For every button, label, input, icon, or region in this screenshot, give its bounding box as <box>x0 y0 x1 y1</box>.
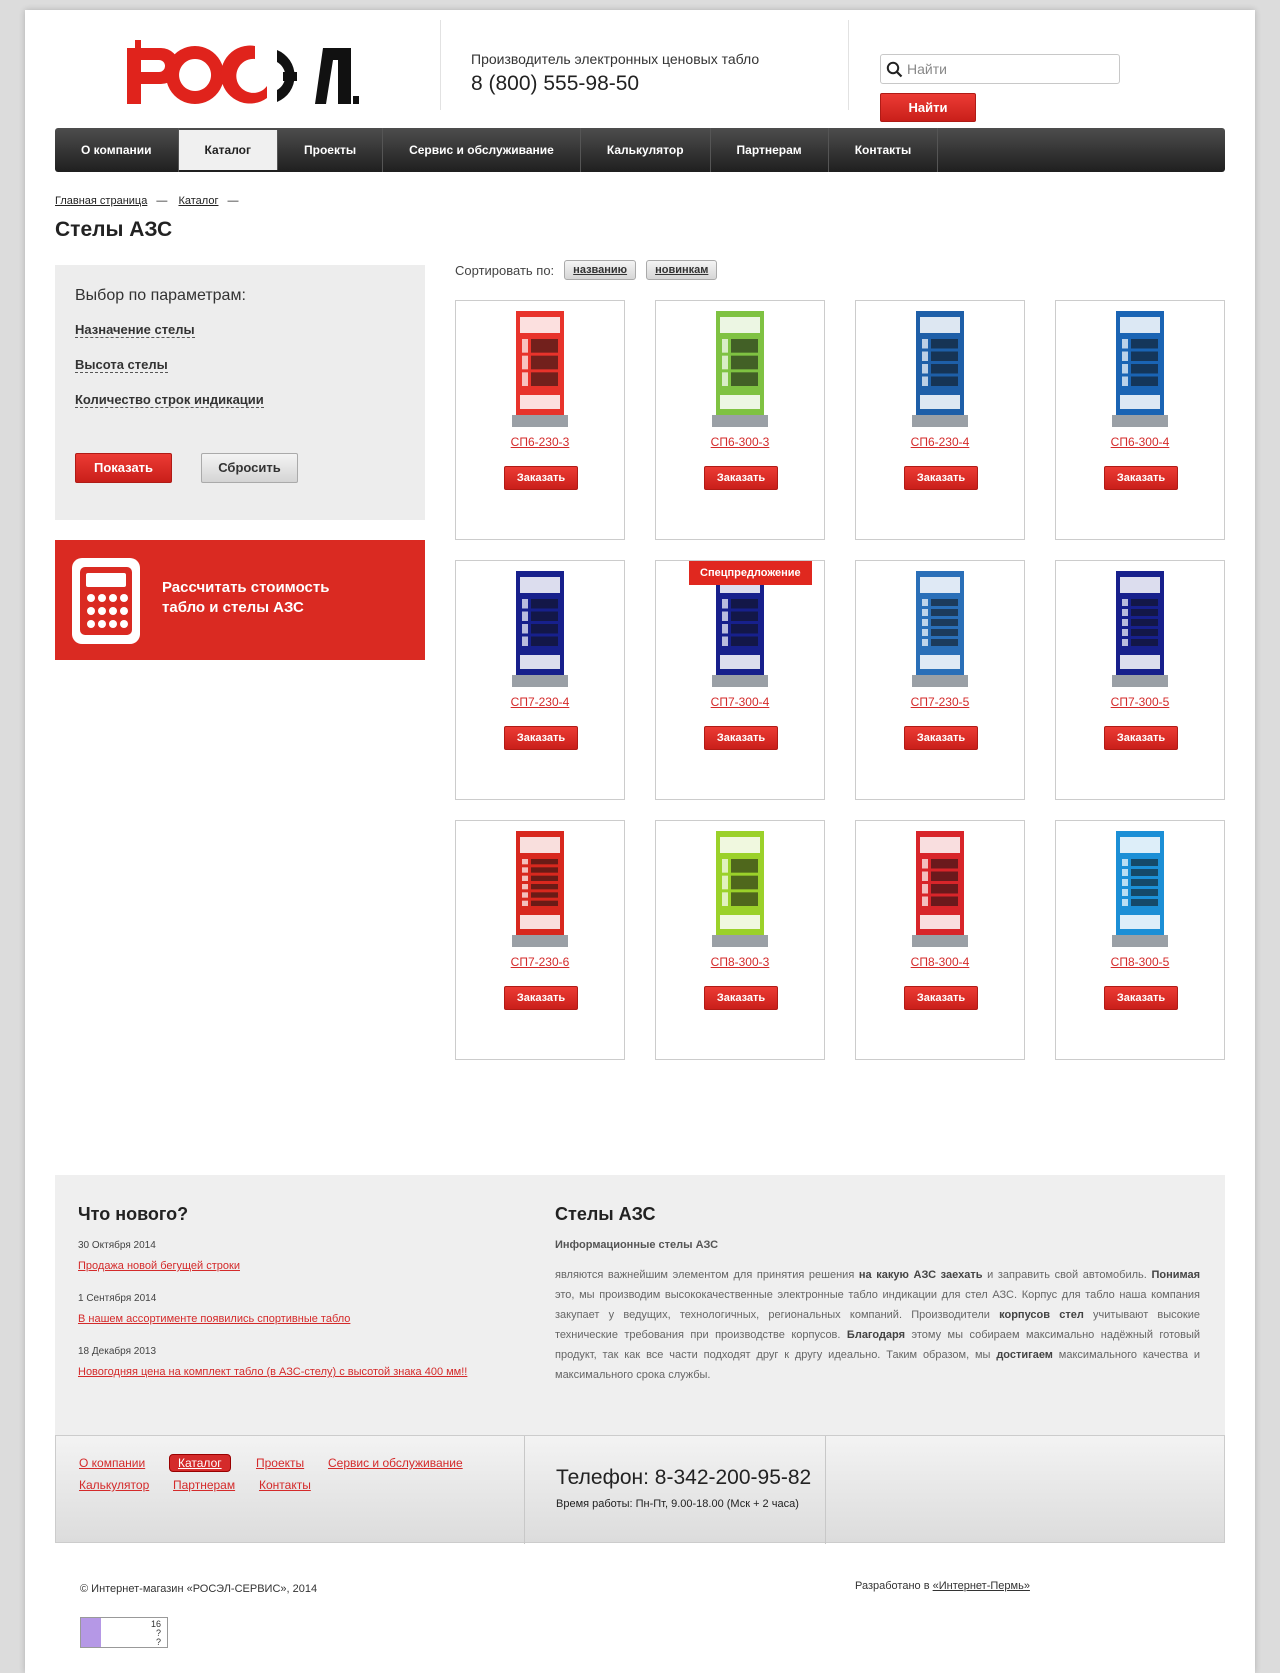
counter-value: ? <box>155 1628 161 1638</box>
product-image[interactable] <box>1108 829 1172 949</box>
order-button[interactable]: Заказать <box>904 986 978 1010</box>
product-card <box>855 300 1025 540</box>
calculator-icon <box>72 558 140 644</box>
order-button[interactable]: Заказать <box>704 986 778 1010</box>
product-image[interactable] <box>908 309 972 429</box>
footer-link-about[interactable]: О компании <box>79 1456 146 1470</box>
filter-param-height[interactable]: Высота стелы <box>75 357 168 372</box>
counter-value: ? <box>155 1637 161 1647</box>
news-date: 30 Октября 2014 <box>78 1240 156 1251</box>
metrika-counter[interactable] <box>80 1617 168 1648</box>
product-image[interactable] <box>508 309 572 429</box>
product-card <box>855 820 1025 1060</box>
product-card <box>1055 820 1225 1060</box>
footer-link-partners[interactable]: Партнерам <box>173 1478 236 1492</box>
nav-item-service[interactable]: Сервис и обслуживание <box>383 128 581 172</box>
product-name[interactable]: СП7-230-5 <box>910 695 970 709</box>
nav-item-calculator[interactable]: Калькулятор <box>581 128 711 172</box>
order-button[interactable]: Заказать <box>504 466 578 490</box>
search-button[interactable]: Найти <box>880 93 976 122</box>
nav-item-catalog[interactable]: Каталог <box>179 130 279 170</box>
product-card <box>655 300 825 540</box>
footer-link-catalog[interactable]: Каталог <box>169 1454 231 1472</box>
footer-link-service[interactable]: Сервис и обслуживание <box>328 1456 463 1470</box>
footer-divider <box>825 1436 826 1544</box>
counter-values <box>139 1620 161 1647</box>
nav-item-contacts[interactable]: Контакты <box>829 128 939 172</box>
breadcrumb-separator: — <box>227 195 239 207</box>
rosel-logo[interactable] <box>127 40 367 108</box>
filter-param-rows[interactable]: Количество строк индикации <box>75 392 264 407</box>
header-phone[interactable]: 8 (800) 555-98-50 <box>471 72 640 95</box>
calculator-banner-line: Рассчитать стоимость <box>162 579 330 596</box>
filter-panel <box>55 265 425 520</box>
product-image[interactable] <box>908 569 972 689</box>
filter-param-purpose[interactable]: Назначение стелы <box>75 322 195 337</box>
breadcrumb-separator: — <box>156 195 168 207</box>
calculator-banner[interactable] <box>55 540 425 660</box>
show-button[interactable]: Показать <box>75 453 172 483</box>
news-date: 1 Сентября 2014 <box>78 1293 157 1304</box>
product-card <box>455 560 625 800</box>
about-title: Стелы АЗС <box>555 1204 656 1224</box>
news-title: Что нового? <box>78 1204 189 1224</box>
order-button[interactable]: Заказать <box>504 986 578 1010</box>
search-box[interactable] <box>880 54 1120 84</box>
product-name[interactable]: СП6-300-3 <box>710 435 770 449</box>
metrika-logo-icon <box>81 1618 101 1647</box>
main-nav <box>55 128 1225 172</box>
product-image[interactable] <box>708 569 772 689</box>
counter-value: 16 <box>150 1619 161 1629</box>
product-image[interactable] <box>708 829 772 949</box>
breadcrumb-catalog[interactable]: Каталог <box>178 195 219 207</box>
search-input[interactable] <box>907 58 1112 80</box>
calculator-banner-line: табло и стелы АЗС <box>162 599 304 616</box>
product-image[interactable] <box>508 569 572 689</box>
sort-by-new[interactable]: новинкам <box>646 260 717 280</box>
product-name[interactable]: СП7-300-4 <box>710 695 770 709</box>
product-card <box>1055 300 1225 540</box>
nav-item-partners[interactable]: Партнерам <box>711 128 829 172</box>
about-subtitle: Информационные стелы АЗС <box>555 1239 719 1251</box>
developer-credit <box>855 1580 1030 1592</box>
product-card <box>455 300 625 540</box>
footer-link-projects[interactable]: Проекты <box>256 1456 305 1470</box>
product-card <box>655 560 825 800</box>
product-card <box>655 820 825 1060</box>
sort-by-name[interactable]: названию <box>564 260 636 280</box>
news-link[interactable]: В нашем ассортименте появились спортивные табло <box>78 1313 351 1325</box>
product-image[interactable] <box>708 309 772 429</box>
page-title: Стелы АЗС <box>55 218 173 241</box>
header-divider <box>848 20 849 110</box>
news-link[interactable]: Продажа новой бегущей строки <box>78 1260 240 1272</box>
product-name[interactable]: СП8-300-4 <box>910 955 970 969</box>
sort-label: Сортировать по: <box>455 262 555 278</box>
product-card <box>455 820 625 1060</box>
product-image[interactable] <box>1108 569 1172 689</box>
special-offer-badge: Спецпредложение <box>689 561 812 585</box>
nav-item-about[interactable]: О компании <box>55 128 179 172</box>
order-button[interactable]: Заказать <box>904 726 978 750</box>
footer-phone[interactable]: Телефон: 8-342-200-95-82 <box>556 1466 812 1489</box>
reset-button[interactable]: Сбросить <box>201 453 298 483</box>
about-text: являются важнейшим элементом для принятия решения на какую АЗС заехать и заправить свой автомобиль. Понимая это, мы производим высококачественные электронные табло индикации для стел АЗС. Корпус для табло наша компания закупает у ведущих, технологичных, региональных компаний. Производители корпусов стел учитывают высокие технические требования при производстве корпусов. Благодаря этому мы собираем максимально надёжный готовый продукт, так как все части подходят друг к другу идеально. Таким образом, мы достигаем максимального качества и максимального срока службы. <box>555 1269 1200 1381</box>
tagline: Производитель электронных ценовых табло <box>471 51 760 67</box>
footer-link-calculator[interactable]: Калькулятор <box>79 1478 150 1492</box>
working-hours: Время работы: Пн-Пт, 9.00-18.00 (Мск + 2 часа) <box>556 1498 799 1510</box>
product-name[interactable]: СП8-300-3 <box>710 955 770 969</box>
order-button[interactable]: Заказать <box>904 466 978 490</box>
sort-bar <box>455 260 717 280</box>
developer-prefix: Разработано в <box>855 1580 933 1592</box>
filter-title: Выбор по параметрам: <box>75 287 246 304</box>
product-name[interactable]: СП7-300-5 <box>1110 695 1170 709</box>
search-icon <box>886 61 903 78</box>
product-name[interactable]: СП6-300-4 <box>1110 435 1170 449</box>
product-card <box>1055 560 1225 800</box>
footer-divider <box>524 1436 525 1544</box>
nav-item-projects[interactable]: Проекты <box>278 128 383 172</box>
calculator-banner-text <box>162 578 329 618</box>
product-name[interactable]: СП7-230-4 <box>510 695 570 709</box>
product-image[interactable] <box>1108 309 1172 429</box>
news-date: 18 Декабря 2013 <box>78 1346 157 1357</box>
footer-bar <box>55 1435 1225 1543</box>
developer-link[interactable]: «Интернет-Пермь» <box>932 1580 1030 1592</box>
breadcrumb <box>55 195 247 207</box>
order-button[interactable]: Заказать <box>1104 466 1178 490</box>
breadcrumb-home[interactable]: Главная страница <box>55 195 148 207</box>
news-link[interactable]: Новогодняя цена на комплект табло (в АЗС-стелу) с высотой знака 400 мм!! <box>78 1366 468 1378</box>
order-button[interactable]: Заказать <box>704 466 778 490</box>
product-name[interactable]: СП6-230-3 <box>510 435 570 449</box>
product-card <box>855 560 1025 800</box>
footer-link-contacts[interactable]: Контакты <box>259 1478 311 1492</box>
header-divider <box>440 20 441 110</box>
product-name[interactable]: СП7-230-6 <box>510 955 570 969</box>
product-image[interactable] <box>508 829 572 949</box>
order-button[interactable]: Заказать <box>1104 986 1178 1010</box>
order-button[interactable]: Заказать <box>704 726 778 750</box>
order-button[interactable]: Заказать <box>1104 726 1178 750</box>
product-image[interactable] <box>908 829 972 949</box>
copyright: © Интернет-магазин «РОСЭЛ-СЕРВИС», 2014 <box>80 1583 318 1595</box>
order-button[interactable]: Заказать <box>504 726 578 750</box>
footer-info <box>55 1175 1225 1435</box>
product-name[interactable]: СП6-230-4 <box>910 435 970 449</box>
product-name[interactable]: СП8-300-5 <box>1110 955 1170 969</box>
